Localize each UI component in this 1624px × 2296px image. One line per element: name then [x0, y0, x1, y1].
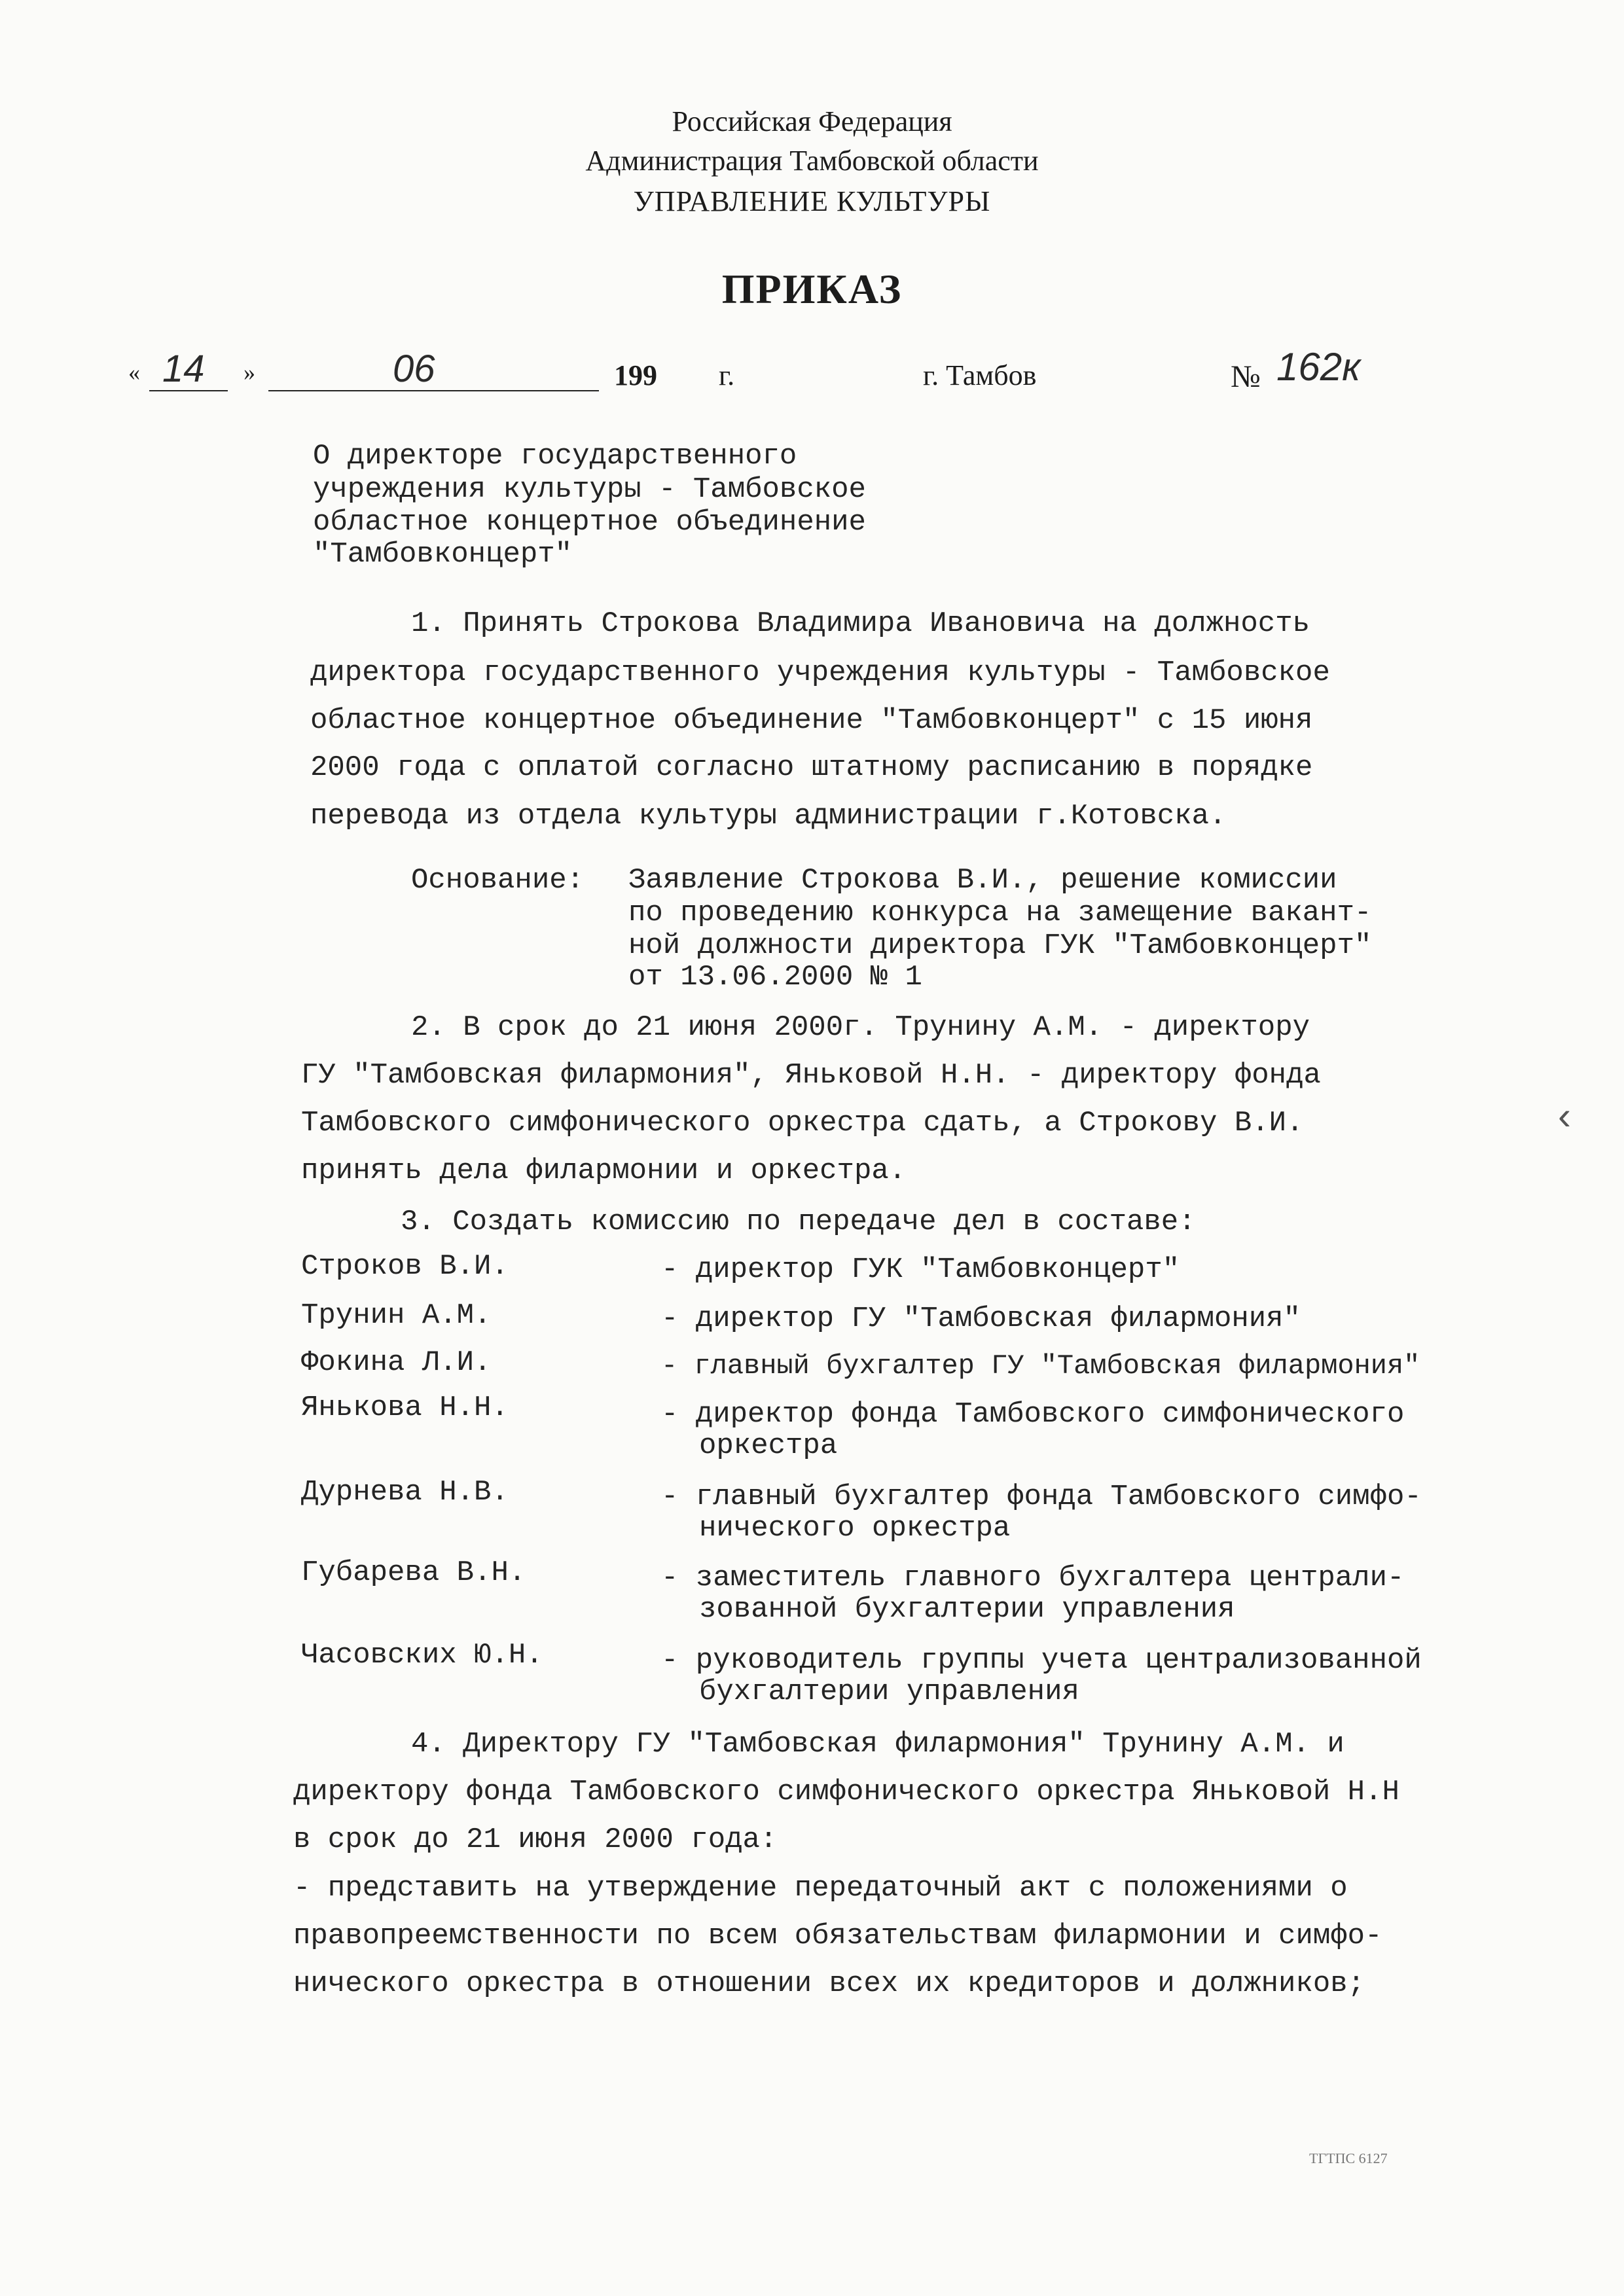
- basis-line: ной должности директора ГУК "Тамбовконцерт": [628, 929, 1372, 962]
- date-day: 14: [162, 348, 205, 390]
- subject-line: учреждения культуры - Тамбовское: [313, 473, 866, 506]
- day-underline: [149, 390, 228, 391]
- member-name: Губарева В.Н.: [301, 1556, 526, 1589]
- basis-line: по проведению конкурса на замещение вакант-: [628, 897, 1372, 929]
- member-role-cont: зованной бухгалтерии управления: [699, 1593, 1235, 1626]
- basis-line: Заявление Строкова В.И., решение комиссии: [628, 864, 1337, 897]
- member-role-cont: бухгалтерии управления: [699, 1676, 1079, 1708]
- paragraph-line: 4. Директору ГУ "Тамбовская филармония" Трунину А.М. и: [411, 1728, 1344, 1761]
- subject-line: областное концертное объединение: [313, 506, 866, 539]
- member-name: Трунин А.М.: [301, 1299, 492, 1332]
- date-year-suffix: г.: [719, 359, 735, 391]
- paragraph-line: в срок до 21 июня 2000 года:: [293, 1823, 778, 1856]
- paragraph-line: директора государственного учреждения культуры - Тамбовское: [310, 656, 1330, 689]
- quote-close: »: [244, 359, 255, 386]
- member-name: Янькова Н.Н.: [301, 1391, 509, 1424]
- paragraph-line: нического оркестра в отношении всех их кредиторов и должников;: [293, 1967, 1365, 2000]
- paragraph-line: 2. В срок до 21 июня 2000г. Трунину А.М. - директору: [411, 1011, 1310, 1044]
- number-label: №: [1231, 359, 1261, 394]
- member-role-cont: нического оркестра: [699, 1512, 1011, 1545]
- date-year: 199: [614, 359, 657, 391]
- paragraph-line: принять дела филармонии и оркестра.: [301, 1155, 907, 1187]
- paragraph-line: перевода из отдела культуры администрации г.Котовска.: [310, 800, 1227, 833]
- member-role: - главный бухгалтер фонда Тамбовского симфо-: [661, 1480, 1422, 1513]
- paragraph-line: директору фонда Тамбовского симфонического оркестра Яньковой Н.Н: [293, 1776, 1399, 1808]
- subject-line: "Тамбовконцерт": [313, 538, 573, 571]
- member-role: - руководитель группы учета централизованной: [661, 1644, 1422, 1677]
- order-number: 162к: [1276, 345, 1361, 389]
- quote-open: «: [128, 359, 140, 386]
- member-name: Фокина Л.И.: [301, 1346, 492, 1379]
- paragraph-line: ГУ "Тамбовская филармония", Яньковой Н.Н. - директору фонда: [301, 1059, 1321, 1092]
- member-role-cont: оркестра: [699, 1429, 838, 1462]
- month-underline: [268, 390, 599, 391]
- member-role: - главный бухгалтер ГУ "Тамбовская филармония": [661, 1350, 1420, 1382]
- header-department: УПРАВЛЕНИЕ КУЛЬТУРЫ: [633, 185, 991, 217]
- paragraph-line: 2000 года с оплатой согласно штатному расписанию в порядке: [310, 751, 1313, 784]
- header-federation: Российская Федерация: [672, 105, 952, 137]
- member-name: Дурнева Н.В.: [301, 1476, 509, 1509]
- member-role: - заместитель главного бухгалтера централи-: [661, 1562, 1405, 1594]
- footer-print-code: ТГТПС 6127: [1309, 2150, 1388, 2166]
- member-role: - директор ГУК "Тамбовконцерт": [661, 1253, 1180, 1286]
- paragraph-3-intro: 3. Создать комиссию по передаче дел в составе:: [401, 1206, 1196, 1238]
- basis-line: от 13.06.2000 № 1: [628, 961, 922, 994]
- basis-label: Основание:: [411, 864, 585, 897]
- paragraph-line: - представить на утверждение передаточный акт с положениями о: [293, 1872, 1348, 1905]
- member-name: Строков В.И.: [301, 1250, 509, 1283]
- member-name: Часовских Ю.Н.: [301, 1639, 543, 1672]
- paragraph-line: областное концертное объединение "Тамбовконцерт" с 15 июня: [310, 704, 1313, 737]
- paragraph-line: 1. Принять Строкова Владимира Ивановича на должность: [411, 607, 1310, 640]
- city: г. Тамбов: [923, 359, 1037, 391]
- member-role: - директор фонда Тамбовского симфонического: [661, 1398, 1405, 1431]
- date-month: 06: [393, 348, 435, 390]
- paragraph-line: Тамбовского симфонического оркестра сдать, а Строкову В.И.: [301, 1107, 1304, 1139]
- margin-check-mark: ‹: [1558, 1094, 1571, 1138]
- subject-line: О директоре государственного: [313, 440, 797, 473]
- header-administration: Администрация Тамбовской области: [585, 145, 1039, 177]
- paragraph-line: правопреемственности по всем обязательствам филармонии и симфо-: [293, 1920, 1382, 1952]
- member-role: - директор ГУ "Тамбовская филармония": [661, 1302, 1301, 1335]
- document-title: ПРИКАЗ: [721, 266, 903, 312]
